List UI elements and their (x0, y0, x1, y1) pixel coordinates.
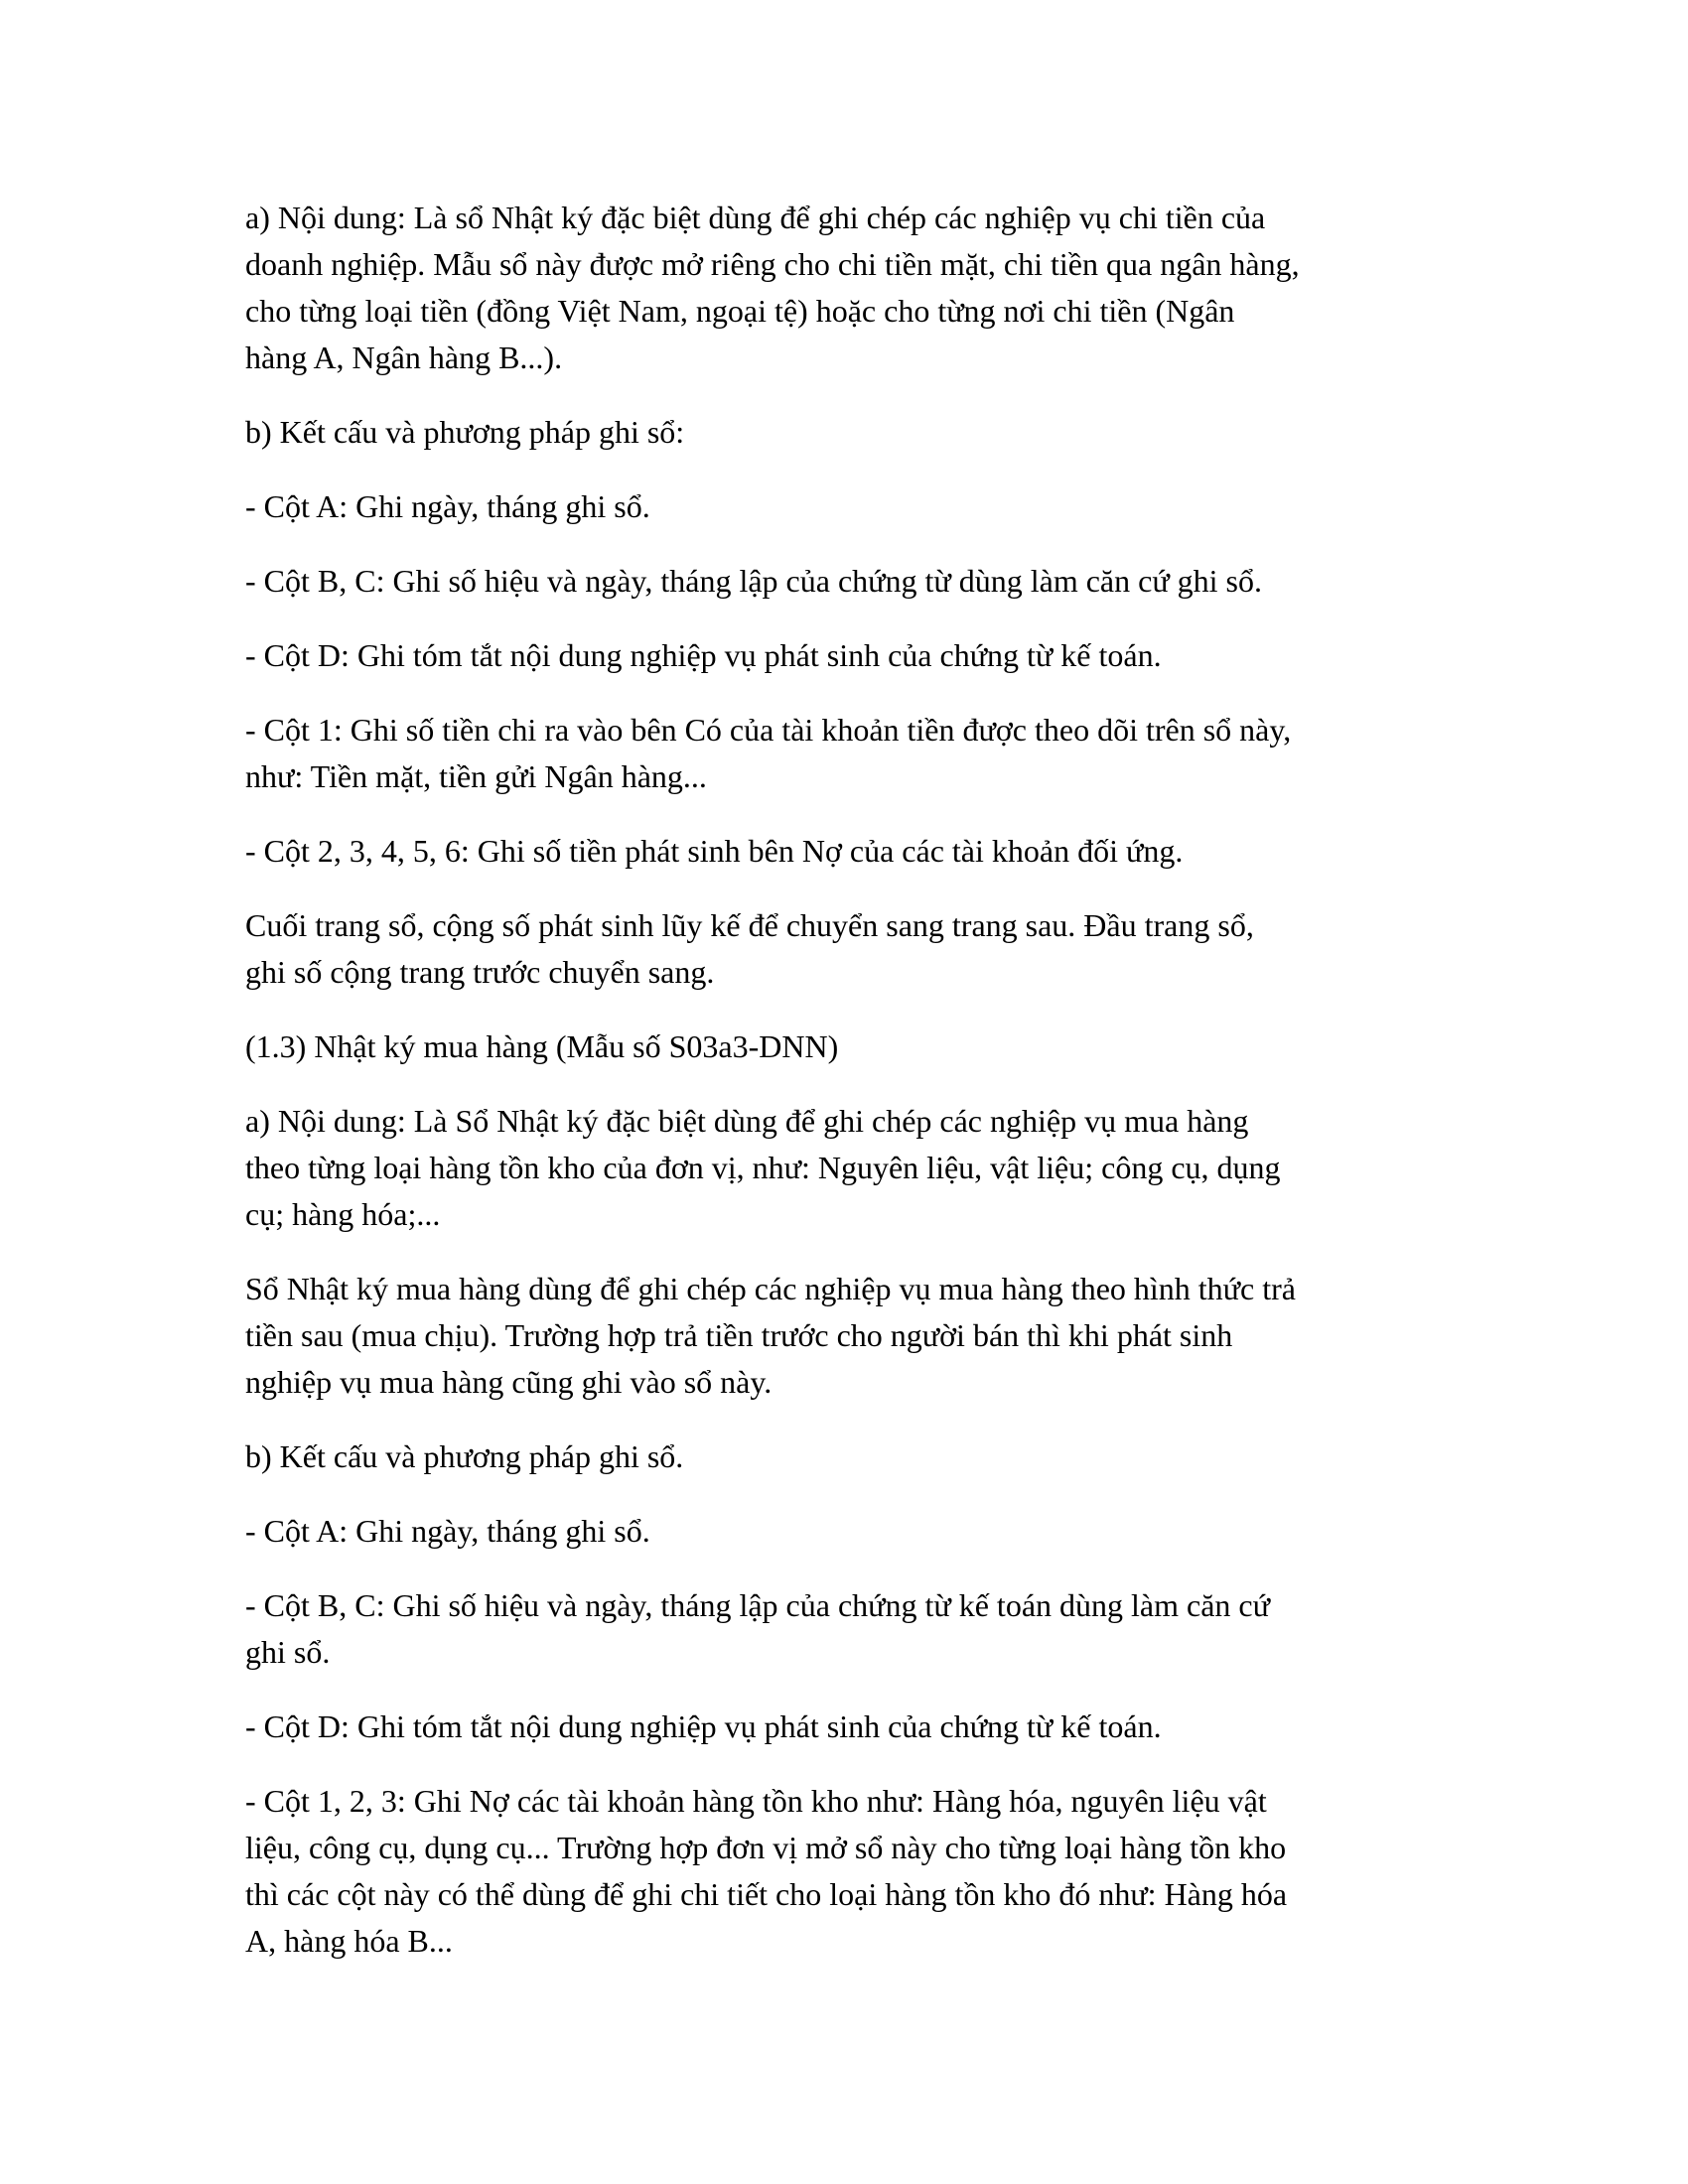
text-line: ghi sổ. (245, 1634, 331, 1670)
text-line: - Cột B, C: Ghi số hiệu và ngày, tháng lập của chứng từ dùng làm căn cứ ghi sổ. (245, 563, 1262, 599)
text-line: - Cột B, C: Ghi số hiệu và ngày, tháng lập của chứng từ kế toán dùng làm căn cứ (245, 1587, 1270, 1623)
paragraph (245, 195, 1486, 381)
text-line: a) Nội dung: Là sổ Nhật ký đặc biệt dùng để ghi chép các nghiệp vụ chi tiền của (245, 200, 1266, 235)
paragraph (245, 483, 1486, 530)
text-line: b) Kết cấu và phương pháp ghi sổ: (245, 414, 685, 450)
text-line: cho từng loại tiền (đồng Việt Nam, ngoại tệ) hoặc cho từng nơi chi tiền (Ngân (245, 293, 1235, 329)
text-line: - Cột D: Ghi tóm tắt nội dung nghiệp vụ phát sinh của chứng từ kế toán. (245, 1708, 1162, 1744)
text-line: b) Kết cấu và phương pháp ghi sổ. (245, 1438, 684, 1474)
text-line: a) Nội dung: Là Sổ Nhật ký đặc biệt dùng để ghi chép các nghiệp vụ mua hàng (245, 1103, 1249, 1139)
paragraph (245, 558, 1486, 605)
text-line: nghiệp vụ mua hàng cũng ghi vào sổ này. (245, 1364, 773, 1400)
text-line: cụ; hàng hóa;... (245, 1196, 441, 1232)
text-line: - Cột D: Ghi tóm tắt nội dung nghiệp vụ phát sinh của chứng từ kế toán. (245, 637, 1162, 673)
text-line: - Cột 1: Ghi số tiền chi ra vào bên Có của tài khoản tiền được theo dõi trên sổ này, (245, 712, 1292, 748)
paragraph (245, 707, 1486, 800)
paragraph (245, 902, 1486, 996)
text-line: - Cột 1, 2, 3: Ghi Nợ các tài khoản hàng tồn kho như: Hàng hóa, nguyên liệu vật (245, 1783, 1267, 1819)
text-line: tiền sau (mua chịu). Trường hợp trả tiền trước cho người bán thì khi phát sinh (245, 1317, 1233, 1353)
text-line: - Cột A: Ghi ngày, tháng ghi sổ. (245, 488, 650, 524)
text-line: doanh nghiệp. Mẫu sổ này được mở riêng cho chi tiền mặt, chi tiền qua ngân hàng, (245, 246, 1300, 282)
paragraph (245, 1266, 1486, 1406)
text-line: hàng A, Ngân hàng B...). (245, 340, 563, 375)
text-line: (1.3) Nhật ký mua hàng (Mẫu số S03a3-DNN) (245, 1028, 839, 1064)
paragraph (245, 1704, 1486, 1750)
text-line: A, hàng hóa B... (245, 1923, 453, 1959)
document-body (245, 195, 1486, 1992)
text-line: ghi số cộng trang trước chuyển sang. (245, 954, 715, 990)
paragraph (245, 828, 1486, 875)
text-line: Sổ Nhật ký mua hàng dùng để ghi chép các nghiệp vụ mua hàng theo hình thức trả (245, 1271, 1296, 1306)
text-line: theo từng loại hàng tồn kho của đơn vị, như: Nguyên liệu, vật liệu; công cụ, dụng (245, 1150, 1281, 1185)
paragraph (245, 1778, 1486, 1965)
paragraph (245, 409, 1486, 456)
paragraph (245, 632, 1486, 679)
paragraph (245, 1582, 1486, 1676)
text-line: thì các cột này có thể dùng để ghi chi tiết cho loại hàng tồn kho đó như: Hàng hóa (245, 1876, 1288, 1912)
text-line: - Cột 2, 3, 4, 5, 6: Ghi số tiền phát sinh bên Nợ của các tài khoản đối ứng. (245, 833, 1184, 869)
text-line: - Cột A: Ghi ngày, tháng ghi sổ. (245, 1513, 650, 1549)
paragraph (245, 1433, 1486, 1480)
paragraph (245, 1024, 1486, 1070)
text-line: liệu, công cụ, dụng cụ... Trường hợp đơn vị mở sổ này cho từng loại hàng tồn kho (245, 1830, 1287, 1865)
text-line: như: Tiền mặt, tiền gửi Ngân hàng... (245, 758, 707, 794)
paragraph (245, 1098, 1486, 1238)
text-line: Cuối trang sổ, cộng số phát sinh lũy kế để chuyển sang trang sau. Đầu trang sổ, (245, 907, 1254, 943)
paragraph (245, 1508, 1486, 1555)
